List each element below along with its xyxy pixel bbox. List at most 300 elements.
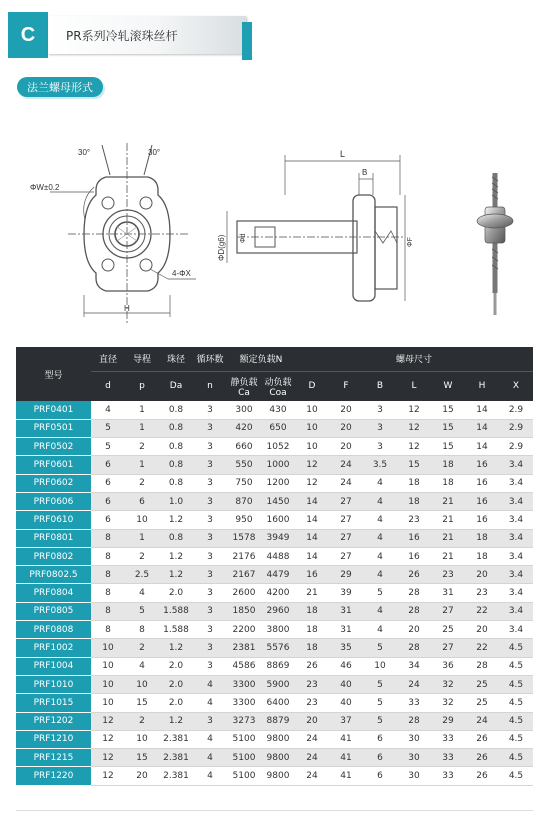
- value-cell: 2.0: [159, 694, 193, 712]
- value-cell: 18: [397, 492, 431, 510]
- value-cell: 12: [91, 712, 125, 730]
- value-cell: 24: [329, 474, 363, 492]
- value-cell: 24: [295, 767, 329, 785]
- value-cell: 3300: [227, 694, 261, 712]
- value-cell: 8879: [261, 712, 295, 730]
- value-cell: 870: [227, 492, 261, 510]
- value-cell: 4: [363, 492, 397, 510]
- value-cell: 3949: [261, 529, 295, 547]
- circuits-header: 循环数: [193, 347, 227, 371]
- value-cell: 5: [91, 438, 125, 456]
- value-cell: 12: [295, 456, 329, 474]
- ball-screw-product-illustration: [455, 165, 545, 335]
- value-cell: 4479: [261, 566, 295, 584]
- value-cell: 18: [295, 639, 329, 657]
- value-cell: 37: [329, 712, 363, 730]
- value-cell: 1.2: [159, 566, 193, 584]
- value-cell: 3: [363, 401, 397, 419]
- value-cell: 8869: [261, 657, 295, 675]
- value-cell: 28: [397, 584, 431, 602]
- model-cell: PRF1215: [16, 749, 91, 767]
- value-cell: 32: [431, 675, 465, 693]
- value-cell: 31: [329, 602, 363, 620]
- value-cell: 10: [91, 694, 125, 712]
- value-cell: 5: [363, 694, 397, 712]
- value-cell: 10: [125, 511, 159, 529]
- model-cell: PRF1010: [16, 675, 91, 693]
- dynamic-load-header: 动负载 Coa: [261, 371, 295, 401]
- flange-nut-type-label: 法兰螺母形式: [17, 77, 103, 97]
- value-cell: 4.5: [499, 639, 533, 657]
- value-cell: 2.5: [125, 566, 159, 584]
- section-letter: C: [8, 12, 48, 58]
- value-cell: 3: [193, 712, 227, 730]
- value-cell: 10: [125, 730, 159, 748]
- value-cell: 420: [227, 419, 261, 437]
- dim-header-D: D: [295, 371, 329, 401]
- value-cell: 1850: [227, 602, 261, 620]
- value-cell: 27: [329, 529, 363, 547]
- value-cell: 18: [431, 474, 465, 492]
- model-cell: PRF1210: [16, 730, 91, 748]
- value-cell: 27: [431, 602, 465, 620]
- value-cell: 8: [91, 584, 125, 602]
- value-cell: 12: [91, 767, 125, 785]
- value-cell: 41: [329, 730, 363, 748]
- value-cell: 4200: [261, 584, 295, 602]
- shaft-d-label: Φd: [240, 233, 247, 243]
- value-cell: 32: [431, 694, 465, 712]
- value-cell: 4.5: [499, 675, 533, 693]
- side-view-drawing: [215, 135, 415, 335]
- value-cell: 22: [465, 602, 499, 620]
- value-cell: 29: [431, 712, 465, 730]
- value-cell: 5: [363, 639, 397, 657]
- model-cell: PRF0401: [16, 401, 91, 419]
- value-cell: 5100: [227, 767, 261, 785]
- value-cell: 4: [363, 474, 397, 492]
- value-cell: 18: [397, 474, 431, 492]
- value-cell: 3: [193, 492, 227, 510]
- value-cell: 0.8: [159, 529, 193, 547]
- value-cell: 3.4: [499, 566, 533, 584]
- value-cell: 14: [295, 529, 329, 547]
- value-cell: 28: [465, 657, 499, 675]
- length-label: L: [340, 149, 346, 159]
- value-cell: 5: [363, 584, 397, 602]
- value-cell: 25: [465, 694, 499, 712]
- value-cell: 12: [91, 730, 125, 748]
- value-cell: 6: [125, 492, 159, 510]
- value-cell: 24: [465, 712, 499, 730]
- table-row: [16, 401, 533, 419]
- value-cell: 1.2: [159, 547, 193, 565]
- value-cell: 23: [295, 694, 329, 712]
- value-cell: 3: [193, 602, 227, 620]
- value-cell: 28: [397, 712, 431, 730]
- value-cell: 14: [465, 419, 499, 437]
- table-row: [16, 529, 533, 547]
- value-cell: 18: [465, 547, 499, 565]
- table-row: [16, 419, 533, 437]
- value-cell: 30: [397, 730, 431, 748]
- value-cell: 3: [193, 456, 227, 474]
- value-cell: 5: [363, 675, 397, 693]
- value-cell: 34: [397, 657, 431, 675]
- front-angle-right-label: 30°: [148, 148, 161, 157]
- value-cell: 5100: [227, 730, 261, 748]
- table-row: [16, 492, 533, 510]
- model-cell: PRF1004: [16, 657, 91, 675]
- value-cell: 4: [363, 621, 397, 639]
- value-cell: 3: [363, 438, 397, 456]
- value-cell: 1000: [261, 456, 295, 474]
- table-row: [16, 730, 533, 748]
- value-cell: 26: [295, 657, 329, 675]
- value-cell: 27: [329, 492, 363, 510]
- value-cell: 0.8: [159, 438, 193, 456]
- value-cell: 20: [465, 566, 499, 584]
- dia-f-label: ΦF: [407, 237, 414, 247]
- value-cell: 2.9: [499, 401, 533, 419]
- value-cell: 3.4: [499, 492, 533, 510]
- value-cell: 10: [91, 675, 125, 693]
- model-cell: PRF0802: [16, 547, 91, 565]
- value-cell: 26: [465, 730, 499, 748]
- value-cell: 4: [125, 657, 159, 675]
- value-cell: 12: [397, 419, 431, 437]
- value-cell: 2.381: [159, 749, 193, 767]
- technical-drawings: [0, 135, 550, 335]
- holes-label: 4-ΦX: [172, 269, 191, 278]
- value-cell: 5576: [261, 639, 295, 657]
- table-row: [16, 438, 533, 456]
- value-cell: 41: [329, 749, 363, 767]
- value-cell: 4: [193, 767, 227, 785]
- dim-header-X: X: [499, 371, 533, 401]
- value-cell: 46: [329, 657, 363, 675]
- value-cell: 10: [125, 675, 159, 693]
- value-cell: 5: [363, 712, 397, 730]
- value-cell: 8: [91, 529, 125, 547]
- value-cell: 3.4: [499, 474, 533, 492]
- value-cell: 20: [125, 767, 159, 785]
- model-cell: PRF0502: [16, 438, 91, 456]
- value-cell: 16: [397, 529, 431, 547]
- value-cell: 2.381: [159, 767, 193, 785]
- value-cell: 18: [431, 456, 465, 474]
- value-cell: 14: [295, 547, 329, 565]
- value-cell: 2: [125, 474, 159, 492]
- value-cell: 12: [397, 401, 431, 419]
- value-cell: 660: [227, 438, 261, 456]
- flange-b-label: B: [362, 168, 368, 177]
- value-cell: 27: [329, 511, 363, 529]
- value-cell: 16: [397, 547, 431, 565]
- value-cell: 3: [363, 419, 397, 437]
- value-cell: 4: [193, 749, 227, 767]
- value-cell: 3: [193, 547, 227, 565]
- value-cell: 33: [431, 730, 465, 748]
- value-cell: 9800: [261, 767, 295, 785]
- banner-tab-decoration: [242, 22, 252, 60]
- value-cell: 1450: [261, 492, 295, 510]
- value-cell: 33: [431, 767, 465, 785]
- section-title: PR系列冷轧滚珠丝杆: [66, 28, 178, 43]
- value-cell: 4.5: [499, 767, 533, 785]
- value-cell: 950: [227, 511, 261, 529]
- value-cell: 4: [363, 511, 397, 529]
- value-cell: 2.381: [159, 730, 193, 748]
- value-cell: 1600: [261, 511, 295, 529]
- model-cell: PRF0805: [16, 602, 91, 620]
- value-cell: 20: [329, 438, 363, 456]
- value-cell: 3: [193, 438, 227, 456]
- table-row: [16, 584, 533, 602]
- table-row: [16, 511, 533, 529]
- ball-dia-header: 珠径: [159, 347, 193, 371]
- value-cell: 4: [363, 547, 397, 565]
- value-cell: 24: [329, 456, 363, 474]
- value-cell: 6400: [261, 694, 295, 712]
- value-cell: 1: [125, 419, 159, 437]
- section-banner: [8, 12, 246, 58]
- value-cell: 12: [397, 438, 431, 456]
- value-cell: 4586: [227, 657, 261, 675]
- value-cell: 4.5: [499, 749, 533, 767]
- value-cell: 10: [363, 657, 397, 675]
- value-cell: 20: [329, 419, 363, 437]
- table-row: [16, 657, 533, 675]
- value-cell: 4488: [261, 547, 295, 565]
- value-cell: 31: [431, 584, 465, 602]
- value-cell: 3.5: [363, 456, 397, 474]
- value-cell: 10: [295, 438, 329, 456]
- value-cell: 2: [125, 438, 159, 456]
- value-cell: 3: [193, 621, 227, 639]
- value-cell: 14: [465, 401, 499, 419]
- value-cell: 1052: [261, 438, 295, 456]
- value-cell: 3: [193, 419, 227, 437]
- value-cell: 14: [295, 511, 329, 529]
- value-cell: 3273: [227, 712, 261, 730]
- value-cell: 21: [431, 492, 465, 510]
- model-cell: PRF1202: [16, 712, 91, 730]
- spec-table: [16, 347, 533, 786]
- value-cell: 1: [125, 456, 159, 474]
- value-cell: 12: [91, 749, 125, 767]
- model-cell: PRF0601: [16, 456, 91, 474]
- nut-dims-header: 螺母尺寸: [295, 347, 533, 371]
- value-cell: 20: [465, 621, 499, 639]
- bottom-rule: [16, 810, 533, 811]
- value-cell: 23: [397, 511, 431, 529]
- value-cell: 25: [465, 675, 499, 693]
- value-cell: 1.588: [159, 621, 193, 639]
- value-cell: 4: [91, 401, 125, 419]
- model-cell: PRF0801: [16, 529, 91, 547]
- value-cell: 35: [329, 639, 363, 657]
- value-cell: 14: [465, 438, 499, 456]
- value-cell: 4: [363, 529, 397, 547]
- value-cell: 30: [397, 749, 431, 767]
- value-cell: 23: [295, 675, 329, 693]
- value-cell: 6: [363, 730, 397, 748]
- value-cell: 29: [329, 566, 363, 584]
- value-cell: 3: [193, 529, 227, 547]
- value-cell: 20: [295, 712, 329, 730]
- value-cell: 18: [295, 602, 329, 620]
- value-cell: 0.8: [159, 419, 193, 437]
- value-cell: 6: [91, 492, 125, 510]
- value-cell: 2167: [227, 566, 261, 584]
- value-cell: 12: [295, 474, 329, 492]
- table-row: [16, 621, 533, 639]
- section-title-bar: [48, 16, 246, 54]
- value-cell: 23: [431, 566, 465, 584]
- rated-load-header: 额定负载N: [227, 347, 295, 371]
- table-row: [16, 712, 533, 730]
- value-cell: 2200: [227, 621, 261, 639]
- value-cell: 750: [227, 474, 261, 492]
- value-cell: 4: [193, 694, 227, 712]
- value-cell: 2.9: [499, 438, 533, 456]
- value-cell: 15: [397, 456, 431, 474]
- value-cell: 1.0: [159, 492, 193, 510]
- table-row: [16, 749, 533, 767]
- value-cell: 3: [193, 639, 227, 657]
- value-cell: 10: [91, 657, 125, 675]
- value-cell: 23: [465, 584, 499, 602]
- table-row: [16, 456, 533, 474]
- value-cell: 2.0: [159, 675, 193, 693]
- value-cell: 2.9: [499, 419, 533, 437]
- value-cell: 16: [465, 511, 499, 529]
- value-cell: 24: [295, 730, 329, 748]
- value-cell: 3: [193, 511, 227, 529]
- value-cell: 41: [329, 767, 363, 785]
- value-cell: 26: [397, 566, 431, 584]
- value-cell: 5: [125, 602, 159, 620]
- value-cell: 15: [431, 419, 465, 437]
- value-cell: 10: [295, 401, 329, 419]
- value-cell: 4.5: [499, 730, 533, 748]
- value-cell: 31: [329, 621, 363, 639]
- value-cell: 8: [125, 621, 159, 639]
- value-cell: 36: [431, 657, 465, 675]
- table-row: [16, 767, 533, 785]
- value-cell: 0.8: [159, 401, 193, 419]
- value-cell: 5100: [227, 749, 261, 767]
- value-cell: 16: [465, 492, 499, 510]
- value-cell: 6: [363, 749, 397, 767]
- value-cell: 22: [465, 639, 499, 657]
- value-cell: 39: [329, 584, 363, 602]
- spec-table-body: [16, 401, 533, 785]
- value-cell: 3.4: [499, 602, 533, 620]
- value-cell: 10: [295, 419, 329, 437]
- table-row: [16, 547, 533, 565]
- value-cell: 27: [431, 639, 465, 657]
- value-cell: 9800: [261, 749, 295, 767]
- model-cell: PRF0804: [16, 584, 91, 602]
- value-cell: 27: [329, 547, 363, 565]
- value-cell: 1578: [227, 529, 261, 547]
- value-cell: 3: [193, 566, 227, 584]
- value-cell: 4: [193, 730, 227, 748]
- value-cell: 3: [193, 474, 227, 492]
- value-cell: 8: [91, 547, 125, 565]
- value-cell: 2: [125, 547, 159, 565]
- value-cell: 3.4: [499, 547, 533, 565]
- value-cell: 4.5: [499, 694, 533, 712]
- value-cell: 33: [397, 694, 431, 712]
- value-cell: 28: [397, 602, 431, 620]
- diameter-header: 直径: [91, 347, 125, 371]
- value-cell: 1: [125, 529, 159, 547]
- model-cell: PRF0808: [16, 621, 91, 639]
- value-cell: 18: [465, 529, 499, 547]
- sub-header-n: n: [193, 371, 227, 401]
- value-cell: 8: [91, 566, 125, 584]
- value-cell: 14: [295, 492, 329, 510]
- value-cell: 18: [295, 621, 329, 639]
- dim-header-F: F: [329, 371, 363, 401]
- value-cell: 3.4: [499, 621, 533, 639]
- value-cell: 21: [295, 584, 329, 602]
- model-cell: PRF0802.5: [16, 566, 91, 584]
- value-cell: 33: [431, 749, 465, 767]
- value-cell: 6: [91, 511, 125, 529]
- value-cell: 3.4: [499, 584, 533, 602]
- sub-header-p: p: [125, 371, 159, 401]
- value-cell: 8: [91, 621, 125, 639]
- value-cell: 1: [125, 401, 159, 419]
- value-cell: 21: [431, 511, 465, 529]
- value-cell: 6: [91, 474, 125, 492]
- value-cell: 8: [91, 602, 125, 620]
- value-cell: 2.0: [159, 657, 193, 675]
- value-cell: 1200: [261, 474, 295, 492]
- table-row: [16, 694, 533, 712]
- value-cell: 2600: [227, 584, 261, 602]
- value-cell: 4.5: [499, 657, 533, 675]
- value-cell: 3.4: [499, 529, 533, 547]
- value-cell: 0.8: [159, 456, 193, 474]
- value-cell: 10: [91, 639, 125, 657]
- value-cell: 16: [295, 566, 329, 584]
- model-cell: PRF0501: [16, 419, 91, 437]
- value-cell: 3: [193, 401, 227, 419]
- front-angle-left-label: 30°: [78, 148, 91, 157]
- value-cell: 3300: [227, 675, 261, 693]
- value-cell: 4: [125, 584, 159, 602]
- model-cell: PRF0606: [16, 492, 91, 510]
- value-cell: 550: [227, 456, 261, 474]
- sub-header-d: d: [91, 371, 125, 401]
- value-cell: 2960: [261, 602, 295, 620]
- model-cell: PRF1220: [16, 767, 91, 785]
- height-label: H: [124, 304, 130, 313]
- dim-header-W: W: [431, 371, 465, 401]
- model-header: 型号: [16, 347, 91, 401]
- value-cell: 2381: [227, 639, 261, 657]
- value-cell: 25: [431, 621, 465, 639]
- value-cell: 20: [397, 621, 431, 639]
- value-cell: 5: [91, 419, 125, 437]
- model-cell: PRF0610: [16, 511, 91, 529]
- value-cell: 20: [329, 401, 363, 419]
